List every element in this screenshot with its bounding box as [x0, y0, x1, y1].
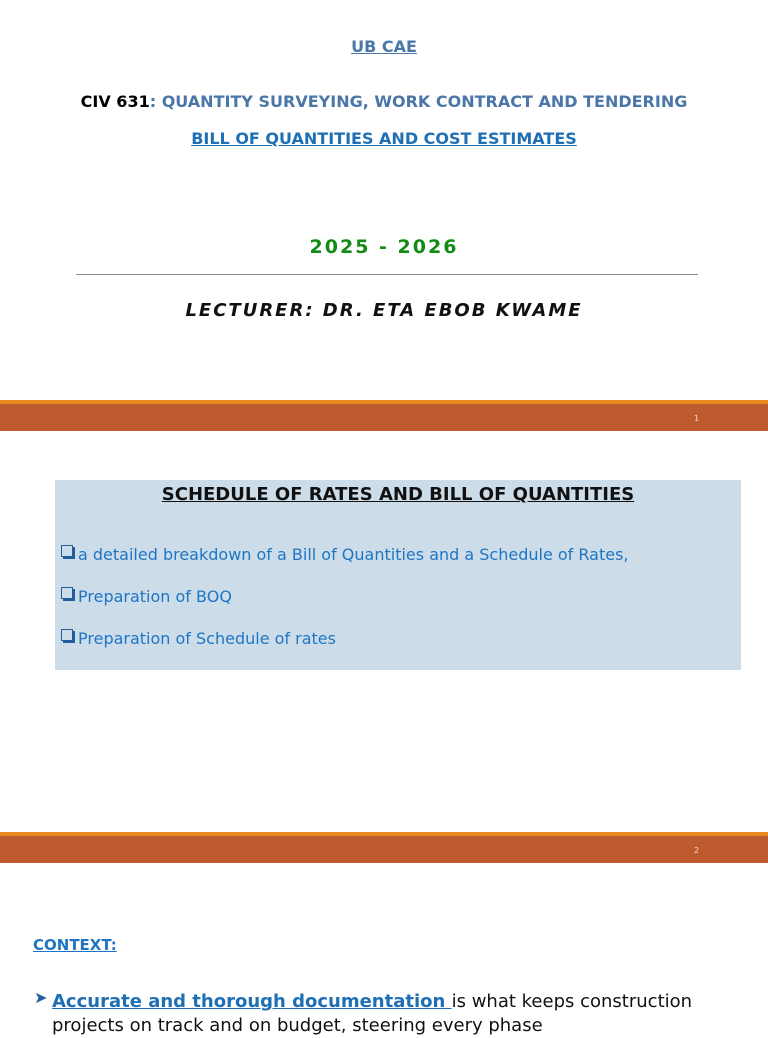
academic-year: 2025 - 2026: [309, 236, 459, 258]
slide-footer-band: [0, 404, 768, 431]
page-number: 1: [694, 414, 700, 423]
list-item: [61, 629, 336, 648]
organization-title: UB CAE: [351, 37, 417, 56]
highlight-link[interactable]: Accurate and thorough documentation: [52, 991, 452, 1012]
slide-title: SCHEDULE OF RATES AND BILL OF QUANTITIES: [161, 484, 635, 505]
course-code: CIV 631: [80, 92, 150, 111]
list-item-text: Preparation of BOQ: [78, 587, 232, 606]
context-paragraph: [52, 990, 732, 1038]
list-item: [61, 545, 629, 564]
checkbox-bullet-icon: [61, 629, 73, 641]
slide-1: [0, 0, 768, 400]
lecturer-name: LECTURER: DR. ETA EBOB KWAME: [185, 300, 583, 321]
course-separator: :: [149, 92, 157, 111]
course-heading: [0, 92, 768, 111]
list-item: [61, 587, 232, 606]
context-label: CONTEXT:: [33, 936, 117, 954]
arrow-bullet-icon: ➤: [34, 988, 48, 1007]
slide-footer-band: [0, 836, 768, 863]
course-subtitle: BILL OF QUANTITIES AND COST ESTIMATES: [191, 129, 577, 148]
list-item-text: Preparation of Schedule of rates: [78, 629, 336, 648]
checkbox-bullet-icon: [61, 587, 73, 599]
checkbox-bullet-icon: [61, 545, 73, 557]
paragraph-text: is what keeps construction projects on track and on budget, steering every phase: [52, 991, 693, 1036]
page-number: 2: [694, 846, 700, 855]
list-item-text: a detailed breakdown of a Bill of Quantities and a Schedule of Rates,: [78, 545, 629, 564]
course-title: QUANTITY SURVEYING, WORK CONTRACT AND TENDERING: [161, 92, 688, 111]
divider-rule: [76, 274, 698, 275]
